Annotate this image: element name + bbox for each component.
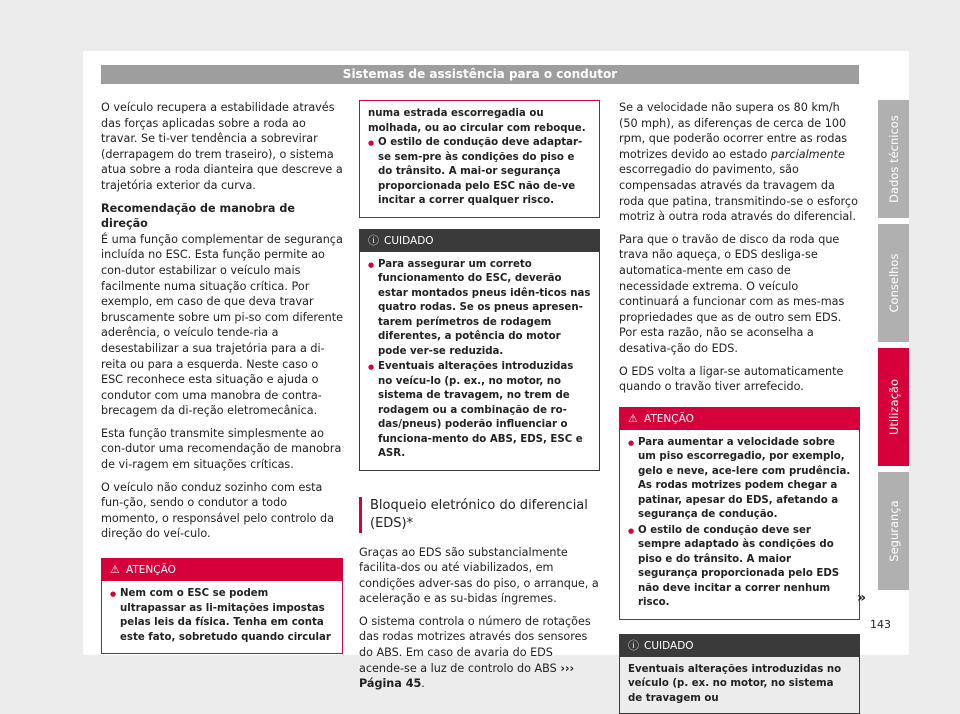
- page-header: Sistemas de assistência para o condutor: [101, 65, 859, 84]
- paragraph: O sistema controla o número de rotações das rodas motrizes através dos sensores do ABS. Em caso de avaria do EDS acende-se a luz de controlo do ABS ››› Página 45.: [359, 614, 591, 691]
- tab-conselhos[interactable]: Conselhos: [878, 224, 909, 342]
- warning-triangle-icon: ⚠: [628, 411, 638, 425]
- paragraph: O EDS volta a ligar-se automaticamente quando o travão tiver arrefecido.: [619, 364, 844, 394]
- warning-triangle-icon: ⚠: [110, 563, 120, 577]
- warning-box-header: [102, 559, 342, 581]
- column-2: [359, 100, 600, 699]
- page-number: 143: [870, 618, 891, 631]
- caution-box: [619, 634, 860, 714]
- warning-box: [101, 558, 343, 654]
- warning-title: ATENÇÃO: [126, 564, 176, 577]
- subheading: Recomendação de manobra de direção: [101, 201, 295, 231]
- warning-box-continued: [359, 100, 600, 218]
- paragraph: Se a velocidade não supera os 80 km/h (50 mph), as diferenças de cerca de 100 rpm, que poderão ocorrer entre as rodas motrizes devido ao estado parcialmente escorregadio do pavimento, são compensadas através da travagem da roda que patina, transmitindo-se o esforço motriz à outra roda através do diferencial.: [619, 101, 858, 224]
- caution-box-header: [360, 230, 599, 252]
- paragraph: Esta função transmite simplesmente ao con-dutor uma recomendação de manobra de vi-ragem em situações críticas.: [101, 426, 342, 472]
- paragraph: O veículo não conduz sozinho com esta fun-ção, sendo o condutor a todo momento, o responsável pelo controlo da direção do veí-culo.: [101, 480, 334, 541]
- paragraph: O veículo recupera a estabilidade através das forças aplicadas sobre a roda ao travar. Se ti-ver tendência a sobrevirar (derrapagem do trem traseiro), o sistema atua sobre a roda dianteira que descreve a trajetória exterior da curva.: [101, 101, 343, 192]
- warning-item: ● O estilo de condução deve adaptar-se sem-pre às condições do piso e do trânsito. A mai-or segurança proporcionada pelo ESC não de-ve incitar a correr qualquer risco.: [368, 136, 591, 209]
- info-circle-icon: ⓘ: [368, 233, 379, 247]
- info-circle-icon: ⓘ: [628, 638, 639, 652]
- caution-title: CUIDADO: [644, 639, 694, 652]
- section-title: Bloqueio eletrónico do diferencial (EDS)*: [359, 497, 600, 533]
- warning-item: ● Para aumentar a velocidade sobre um piso escorregadio, por exemplo, gelo e neve, ace-lere com prudência. As rodas motrizes podem chegar a patinar, apesar do EDS, afetando a segurança de condução.: [628, 436, 851, 523]
- tab-dados-tecnicos[interactable]: Dados técnicos: [878, 100, 909, 218]
- caution-item: ● Para assegurar um correto funcionamento do ESC, deverão estar montados pneus idên-ticos nas quatro rodas. Se os pneus apresen-tarem perímetros de rodagem diferentes, a potência do motor pode ver-se reduzida.: [368, 258, 591, 360]
- page-link[interactable]: ››› Página 45: [359, 661, 575, 691]
- caution-item: ● Eventuais alterações introduzidas no veícu-lo (p. ex., no motor, no sistema de travagem, no trem de rodagem ou a combinação de ro-das/pneus) poderão influenciar o funciona-mento do ABS, EDS, ESC e ASR.: [368, 360, 591, 462]
- tab-utilizacao[interactable]: Utilização: [878, 348, 909, 466]
- paragraph: Graças ao EDS são substancialmente facilita-dos ou até viabilizados, em condições adver-sas do piso, o arranque, a aceleração e as su-bidas íngremes.: [359, 545, 599, 606]
- caution-text: Eventuais alterações introduzidas no veículo (p. ex. no motor, no sistema de travagem ou: [628, 663, 842, 704]
- column-3: [619, 100, 860, 714]
- warning-title: ATENÇÃO: [644, 412, 694, 425]
- warning-text: numa estrada escorregadia ou molhada, ou ao circular com reboque.: [368, 108, 586, 134]
- tab-seguranca[interactable]: Segurança: [878, 472, 909, 590]
- continue-arrow-icon: »: [857, 590, 867, 606]
- warning-item: ● Nem com o ESC se podem ultrapassar as li-mitações impostas pelas leis da física. Tenha em conta este fato, sobretudo quando circular: [110, 587, 334, 645]
- paragraph: Para que o travão de disco da roda que trava não aqueça, o EDS desliga-se automatica-mente em caso de necessidade extrema. O veículo continuará a funcionar com as mes-mas propriedades que as de outro sem EDS. Por esta razão, não se aconselha a desativa-ção do EDS.: [619, 232, 845, 355]
- warning-box: [619, 407, 860, 620]
- warning-box-header: [620, 408, 859, 430]
- warning-item: ● O estilo de condução deve ser sempre adaptado às condições do piso e do trânsito. A maior segurança proporcionada pelo EDS não deve incitar a correr nenhum risco.: [628, 524, 851, 611]
- caution-box: [359, 229, 600, 471]
- paragraph: É uma função complementar de segurança incluída no ESC. Esta função permite ao con-dutor estabilizar o veículo mais facilmente numa situação crítica. Por exemplo, em caso de que deva travar bruscamente sobre um pi-so com diferente aderência, o veículo tende-ria a desestabilizar a sua trajetória para a di-reita ou para a esquerda. Neste caso o ESC reconhece esta situação e ajuda o condutor com uma manobra de contra-brecagem da di-reção eletromecânica.: [101, 232, 343, 418]
- caution-box-header: [620, 635, 859, 657]
- column-1: [101, 100, 343, 654]
- caution-title: CUIDADO: [384, 234, 434, 247]
